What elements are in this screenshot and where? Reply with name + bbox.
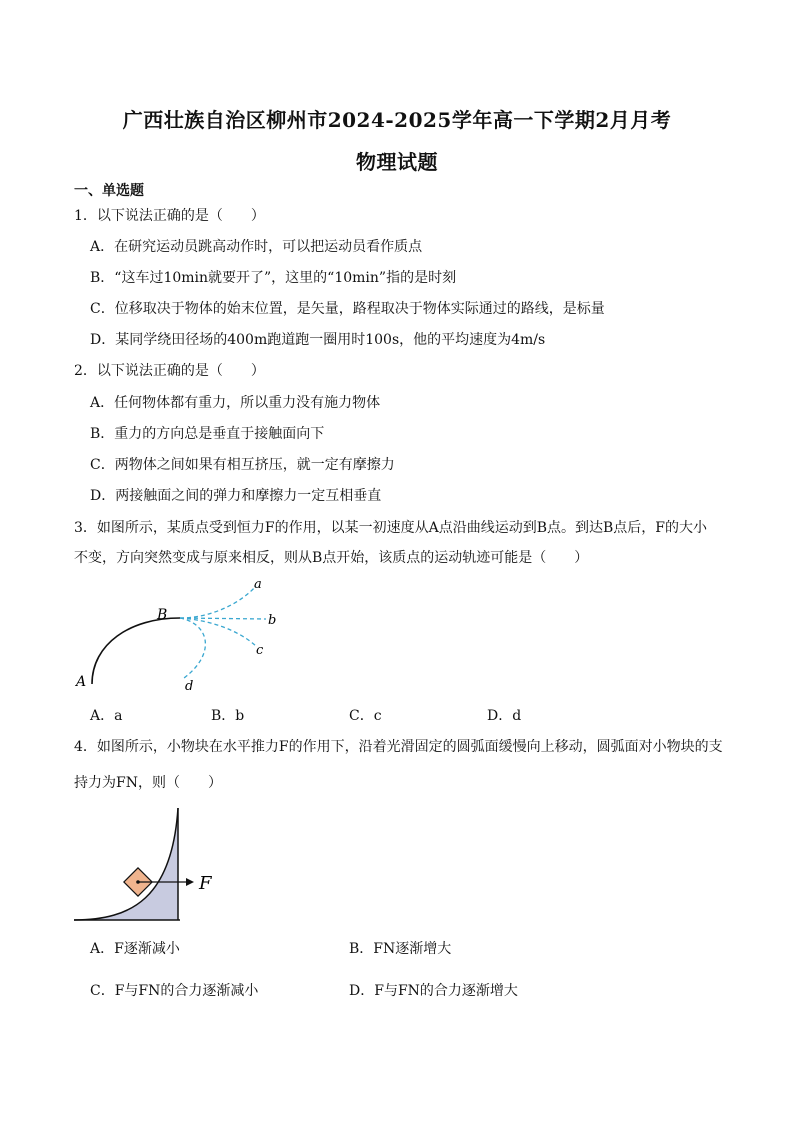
q2-stem: 2．以下说法正确的是（ ） [74,363,265,379]
force-arrowhead-icon [186,878,194,886]
label-force-f: F [199,873,212,894]
q2-option-b: B．重力的方向总是垂直于接触面向下 [90,426,325,442]
q2-option-a: A．任何物体都有重力，所以重力没有施力物体 [90,395,381,411]
q4-option-a: A．F逐渐减小 [90,941,180,957]
q1-option-b: B．“这车过10min就要开了”，这里的“10min”指的是时刻 [90,270,457,286]
label-b-point: B [157,607,168,623]
q3-option-d: D．d [487,708,522,724]
trajectory-c [180,618,256,646]
trajectory-b [180,618,266,619]
label-curve-d: d [185,679,194,694]
trajectory-a [180,586,256,618]
label-curve-a: a [254,577,262,592]
exam-title: 广西壮族自治区柳州市2024-2025学年高一下学期2月月考 [122,108,672,132]
q4-option-c: C．F与FN的合力逐渐减小 [90,983,259,999]
q1-option-a: A．在研究运动员跳高动作时，可以把运动员看作质点 [90,239,423,255]
label-curve-c: c [256,643,264,658]
q4-option-d: D．F与FN的合力逐渐增大 [349,983,518,999]
arc-wedge [76,808,178,920]
label-a-point: A [76,674,87,690]
q4-stem-line2: 持力为FN，则（ ） [74,775,222,791]
q2-option-d: D．两接触面之间的弹力和摩擦力一定互相垂直 [90,488,382,504]
q1-stem: 1．以下说法正确的是（ ） [74,208,265,224]
q1-option-d: D．某同学绕田径场的400m跑道跑一圈用时100s，他的平均速度为4m/s [90,332,546,348]
q4-stem-line1: 4．如图所示，小物块在水平推力F的作用下，沿着光滑固定的圆弧面缓慢向上移动，圆弧面对小物块的支 [74,739,723,755]
section-heading: 一、单选题 [74,183,144,199]
q1-option-c: C．位移取决于物体的始末位置，是矢量，路程取决于物体实际通过的路线，是标量 [90,301,605,317]
q4-arc-figure [72,808,232,926]
q3-stem-line2: 不变，方向突然变成与原来相反，则从B点开始，该质点的运动轨迹可能是（ ） [74,550,589,566]
q3-option-b: B．b [211,708,245,724]
label-curve-b: b [268,613,277,628]
trajectory-d [180,618,205,678]
exam-subtitle: 物理试题 [356,150,438,174]
q3-option-c: C．c [349,708,382,724]
q3-stem-line1: 3．如图所示，某质点受到恒力F的作用，以某一初速度从A点沿曲线运动到B点。到达B点后，F的大小 [74,520,708,536]
trajectory-curve-ab [92,618,180,684]
q3-trajectory-figure [70,574,300,700]
q2-option-c: C．两物体之间如果有相互挤压，就一定有摩擦力 [90,457,395,473]
q4-option-b: B．FN逐渐增大 [349,941,452,957]
q3-option-a: A．a [90,708,123,724]
